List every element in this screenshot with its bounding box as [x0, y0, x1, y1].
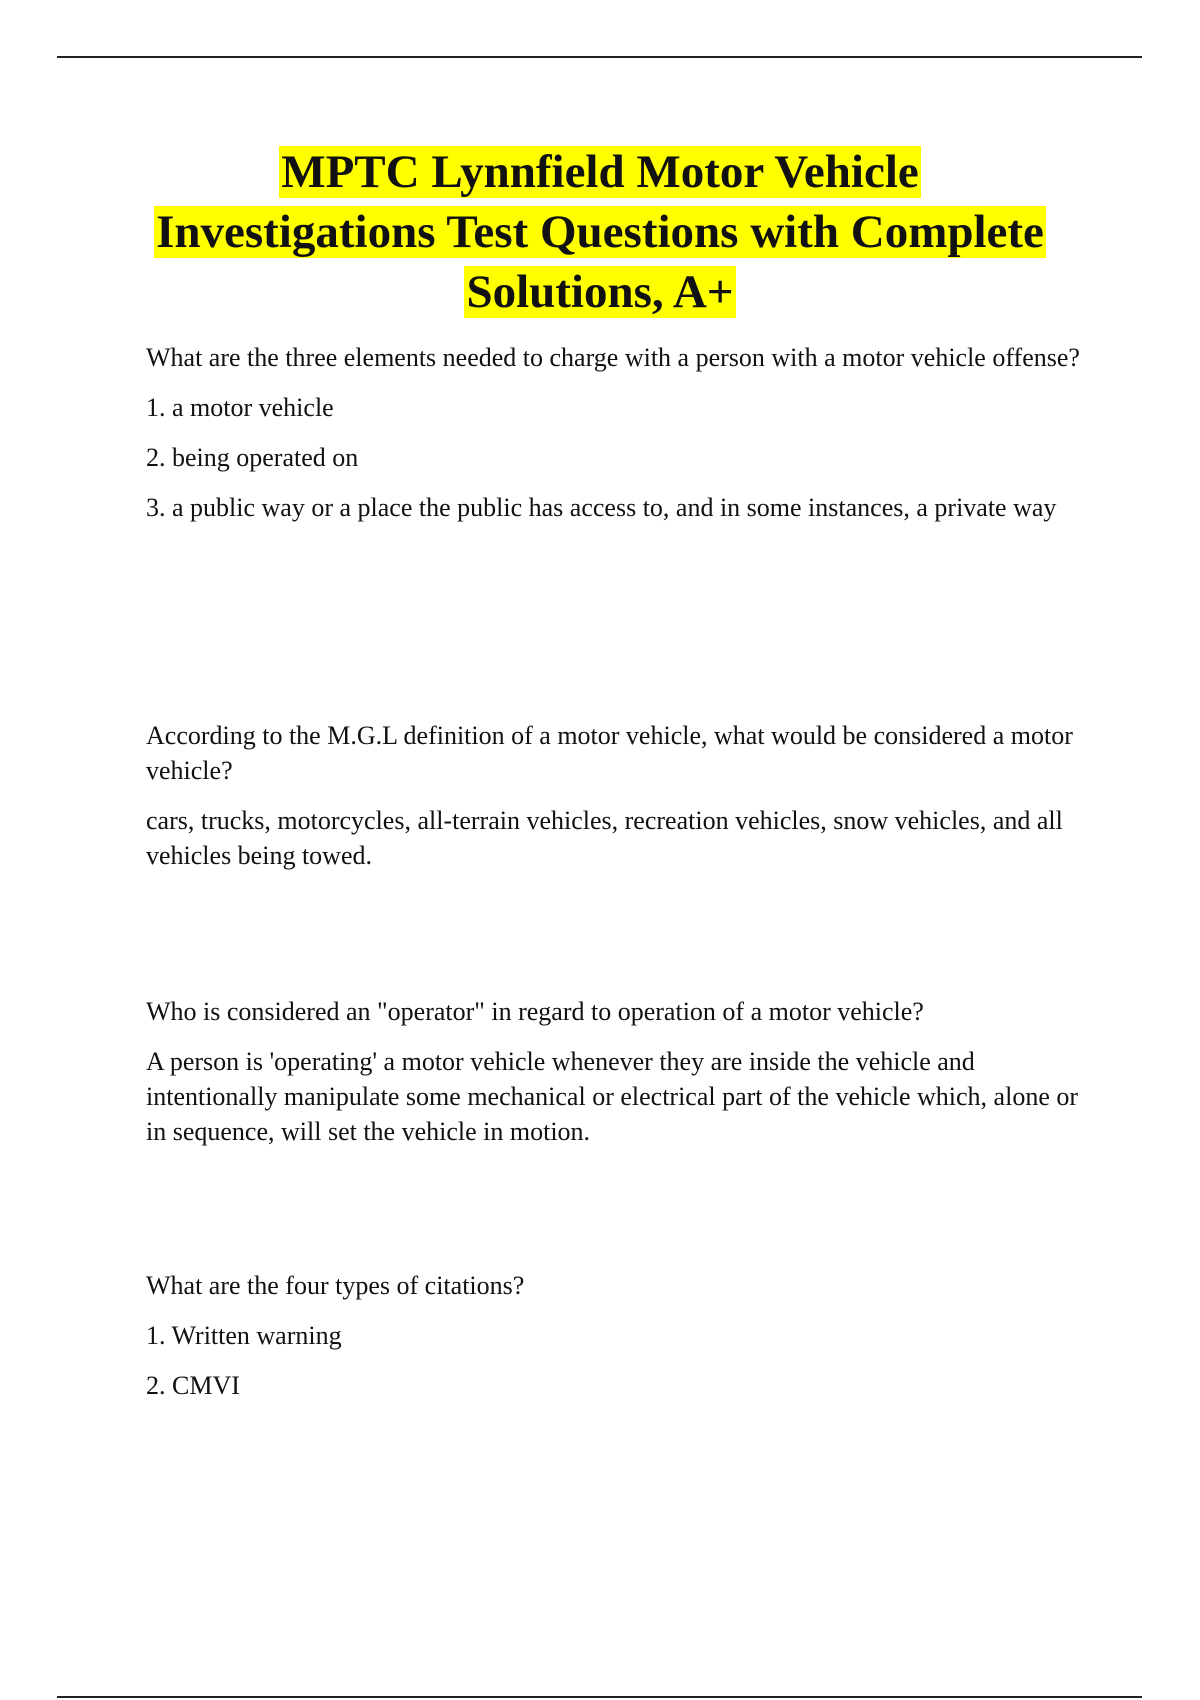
question-text: According to the M.G.L definition of a motor vehicle, what would be considered a motor vehicle? — [146, 721, 1073, 785]
bottom-rule — [57, 1696, 1142, 1698]
answer-text: 3. a public way or a place the public has access to, and in some instances, a private way — [146, 493, 1057, 522]
top-rule — [57, 56, 1142, 58]
title-line-1: MPTC Lynnfield Motor Vehicle — [281, 146, 919, 198]
question-text: Who is considered an "operator" in regard to operation of a motor vehicle? — [146, 997, 924, 1026]
answer-text: 2. CMVI — [146, 1371, 240, 1400]
qa-block-4 — [146, 1268, 1086, 1418]
answer-text: 2. being operated on — [146, 443, 359, 472]
qa-block-2 — [146, 718, 1086, 888]
document-title — [100, 142, 1100, 322]
title-line-3: Solutions, A+ — [466, 266, 734, 318]
answer-text: A person is 'operating' a motor vehicle whenever they are inside the vehicle and intentionally manipulate some mechanical or electrical part of the vehicle which, alone or in sequence, will set the vehicle in motion. — [146, 1047, 1079, 1146]
answer-text: 1. Written warning — [146, 1321, 342, 1350]
title-line-2: Investigations Test Questions with Complete — [156, 206, 1044, 258]
qa-block-1 — [146, 340, 1086, 540]
qa-block-3 — [146, 994, 1086, 1164]
question-text: What are the three elements needed to charge with a person with a motor vehicle offense? — [146, 343, 1080, 372]
answer-text: cars, trucks, motorcycles, all-terrain vehicles, recreation vehicles, snow vehicles, and all vehicles being towed. — [146, 806, 1063, 870]
answer-text: 1. a motor vehicle — [146, 393, 334, 422]
question-text: What are the four types of citations? — [146, 1271, 525, 1300]
